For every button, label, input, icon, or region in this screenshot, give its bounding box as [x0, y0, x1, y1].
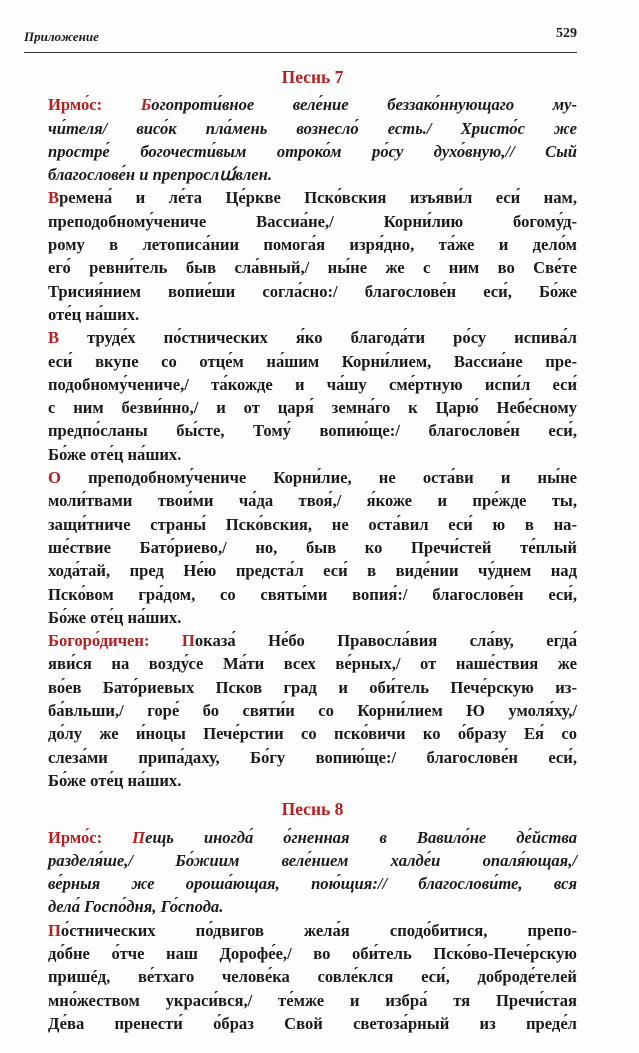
- ode-8-title: Песнь 8: [281, 799, 344, 820]
- ode-7-theotokion: Богоро́дичен: Показа́ Не́бо Правосла́вия сла́ву, егда́ яви́ся на возду́се Ма́ти всех ве́рных,/ от наше́ствия же во́ев Бато́риевых Псков град и оби́тель Пече́рскую из- ба́вльши,/ горе́ бо святи́и со Корни́лием Ю умоля́ху,/ до́лу же и́ноцы Пече́рстии со пско́вичи ко о́бразу Ея́ со слеза́ми припа́даху, Бо́гу вопию́ще:/ благослове́н еси́, Бо́же оте́ц на́ших.: [48, 631, 577, 790]
- irmos-label: Ирмо́с:: [48, 95, 141, 115]
- ode-8-troparion-1: По́стнических по́двигов жела́я сподо́битися, препо- до́бне о́тче наш Дорофе́е,/ во оби́тель Пско́во-Пече́рскую пришéд, ве́тхаго челове́ка совле́клся еси́, доброде́телей мно́жеством украси́вся,/ те́мже и избра́ тя Пречи́стая Де́ва пренести́ о́браз Свой светоза́рный из преде́л: [48, 920, 577, 1033]
- drop-initial: В: [48, 328, 60, 348]
- page-header: [24, 26, 577, 53]
- drop-initial: П: [48, 920, 61, 940]
- ode-7-irmos: Ирмо́с: Богопроти́вное веле́ние беззако́ннующаго му- чи́теля/ висо́к пла́мень вознесло́ есть./ Христо́с же простре́ богочести́вым отроко́м ро́су духо́вную,// Сый благослове́н и препрослա́влен.: [48, 95, 577, 185]
- ode-7-troparion-3: О преподобному́чениче Корни́лие, не оста́ви и ны́не моли́твами твои́ми ча́да твоя́,/ я́коже и пре́жде ты, защи́тниче страны́ Пско́вския, не оста́вил еси́ ю в на- ше́ствие Бато́риево,/ но, быв ко Пречи́стей те́плый хода́тай, пред Не́ю предста́л еси́ в виде́нии чу́днем над Пско́вом гра́дом, со святы́ми вопия́:/ благослове́н еси́, Бо́же оте́ц на́ших.: [48, 468, 577, 627]
- drop-initial: В: [48, 188, 60, 208]
- page-content: [48, 66, 577, 1035]
- ode-7-troparion-2: В труде́х по́стнических я́ко благода́ти ро́су испива́л еси́ вкупе со отце́м на́шим Корни́лием, Вассиа́не пре- подобному́чениче,/ та́кожде и ча́шу сме́ртную испи́л еси́ с ним безви́нно,/ и от царя́ земна́го к Царю́ Небе́сному предпо́сланы бы́сте, Тому́ вопию́ще:/ благослове́н еси́, Бо́же оте́ц на́ших.: [48, 328, 577, 464]
- drop-initial: Б: [140, 95, 152, 115]
- theotokion-label: Богоро́дичен:: [48, 631, 182, 651]
- drop-initial: П: [132, 827, 146, 847]
- drop-initial: П: [181, 631, 195, 651]
- drop-initial: О: [48, 468, 61, 488]
- running-title: Приложение: [24, 29, 99, 44]
- ode-7-title: Песнь 7: [281, 67, 344, 87]
- ode-8-irmos: Ирмо́с: Пещь иногда́ о́гненная в Вавило́не де́йства разделя́ше,/ Бо́жиим веле́нием халде́и опаля́ющая,/ ве́рныя же ороша́ющая, пою́щия:// благослови́те, вся дела́ Госпо́дня, Го́спода.: [48, 827, 577, 917]
- ode-7-troparion-1: Времена́ и ле́та Це́ркве Пско́вския изъяви́л еси́ нам, преподобному́чениче Вассиа́не,/ Корни́лию богому́д- рому в летописа́нии помога́я изря́дно, та́же и дело́м его́ ревни́тель быв сла́вный,/ ны́не же с ним во Све́те Трисия́нием вопие́ши согла́сно:/ благослове́н еси́, Бо́же оте́ц на́ших.: [48, 188, 577, 324]
- page-number: 529: [556, 26, 577, 41]
- irmos-label: Ирмо́с:: [48, 827, 133, 847]
